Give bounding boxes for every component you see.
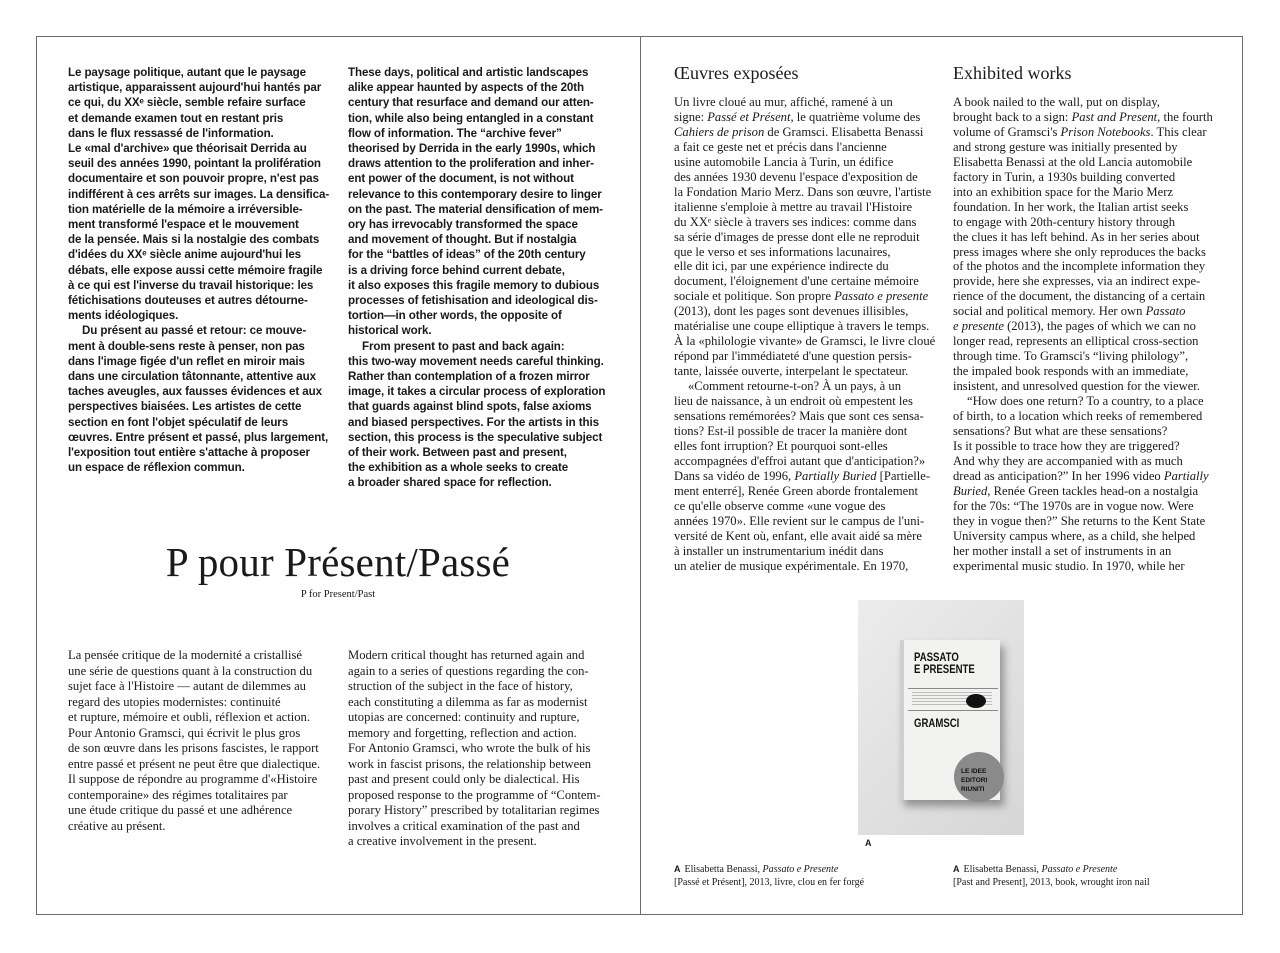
- text-line: ment transformé l'espace et le mouvement: [68, 218, 299, 232]
- works-french-column: [674, 95, 935, 574]
- text-line: ent power of the document, is not without: [348, 172, 574, 186]
- works-heading-english: Exhibited works: [953, 63, 1072, 83]
- text-line: sujet face à l'Histoire — autant de dilemmes au: [68, 679, 306, 693]
- text-line: de son œuvre dans les prisons fascistes, le rapport: [68, 741, 319, 755]
- text-line: et rupture, mémoire et oubli, réflexion et action.: [68, 710, 310, 724]
- text-line: draws attention to the proliferation and inher-: [348, 157, 594, 171]
- text-line: again to a series of questions regarding the con-: [348, 663, 589, 678]
- text-line: that guards against blind spots, false axioms: [348, 400, 592, 414]
- text-line: l'exposition tout entière s'attache à proposer: [68, 446, 310, 460]
- intro-french-column: [68, 65, 329, 475]
- text-line: struction of the subject in the face of history,: [348, 679, 573, 693]
- text-line: une série de questions quant à la construction du: [68, 663, 313, 678]
- text-line: the clues it has left behind. As in her series about: [953, 229, 1200, 244]
- text-line: These days, political and artistic landscapes: [348, 66, 589, 79]
- text-line: historical work.: [348, 324, 432, 338]
- caption-line1: Elisabetta Benassi, Passato e Presente: [684, 864, 839, 875]
- text-line: ment enterré], Renée Green aborde frontalement: [674, 483, 919, 498]
- intro-english-column: [348, 65, 605, 491]
- text-line: regard des utopies modernistes: continuité: [68, 694, 281, 709]
- text-line: University campus where, as a child, she helped: [953, 528, 1196, 543]
- text-line: flow of information. The “archive fever”: [348, 126, 562, 140]
- text-line: work in fascist prisons, the relationship between: [348, 756, 592, 771]
- text-line: Elisabetta Benassi at the old Lancia automobile: [953, 154, 1193, 169]
- text-line: artistique, apparaissent aujourd'hui hantés par: [68, 81, 322, 95]
- text-line: des années 1930 devenu l'espace d'exposition de: [674, 169, 918, 184]
- text-line: ce qui, du XXᵉ siècle, semble refaire surface: [68, 96, 306, 110]
- text-line: La pensée critique de la modernité a cristallisé: [68, 648, 302, 662]
- text-line: porary History” prescribed by totalitarian regimes: [348, 803, 600, 817]
- book-title-line2: E PRESENTE: [914, 662, 975, 676]
- text-line: memory and forgetting, reflection and action.: [348, 725, 577, 740]
- text-line: une étude critique du passé et une adhérence: [68, 803, 293, 817]
- text-line: into an exhibition space for the Mario Merz: [953, 184, 1173, 199]
- text-line: années 1970». Elle revient sur le campus de l'uni-: [674, 513, 925, 528]
- book-author: GRAMSCI: [914, 716, 960, 730]
- text-line: on the past. The material densification of mem-: [348, 202, 603, 216]
- body-english-column: [348, 648, 601, 850]
- text-line: indifférent à ces arrêts sur images. La densifica-: [68, 187, 330, 201]
- text-line: image, it takes a circular process of exploration: [348, 385, 606, 399]
- text-line: fétichisations douteuses et autres détourne-: [68, 294, 308, 308]
- artwork-photo: [858, 600, 1024, 835]
- text-line: Is it possible to trace how they are triggered?: [953, 438, 1180, 453]
- text-line: for the “battles of ideas” of the 20th century: [348, 248, 586, 262]
- text-line: section en font l'objet spéculatif de leurs: [68, 415, 289, 429]
- body-french-column: [68, 648, 320, 834]
- text-line: Rather than contemplation of a frozen mirror: [348, 370, 590, 384]
- book-title-line1: PASSATO: [914, 650, 959, 664]
- section-subtitle: P for Present/Past: [300, 589, 376, 600]
- text-line: a broader shared space for reflection.: [348, 476, 552, 490]
- text-line: créative au présent.: [68, 818, 166, 833]
- text-line: relevance to this contemporary desire to linger: [348, 187, 602, 201]
- text-line: usine automobile Lancia à Turin, un édifice: [674, 154, 894, 169]
- text-line: rience of the document, the distancing of a certain: [953, 289, 1206, 304]
- text-line: brought back to a sign: Past and Present, the fourth: [953, 109, 1213, 124]
- publisher-line1: LE IDEE: [961, 768, 987, 775]
- text-line: experimental music studio. In 1970, while her: [953, 558, 1185, 573]
- caption-english: [953, 863, 1150, 889]
- text-line: foundation. In her work, the Italian artist seeks: [953, 199, 1189, 214]
- text-line: débats, elle expose aussi cette mémoire fragile: [68, 263, 323, 277]
- text-line: factory in Turin, a 1930s building converted: [953, 169, 1176, 184]
- text-line: of the photos and the incomplete information they: [953, 259, 1206, 274]
- text-line: d'idées du XXᵉ siècle anime aujourd'hui les: [68, 248, 302, 262]
- text-line: insistent, and unresolved question for the viewer.: [953, 379, 1200, 394]
- text-line: tion, while also being entangled in a constant: [348, 111, 594, 125]
- text-line: dans une circulation tâtonnante, attentive aux: [68, 370, 316, 384]
- text-line: Du présent au passé et retour: ce mouve-: [82, 324, 307, 338]
- text-line: œuvres. Entre présent et passé, plus largement,: [68, 430, 329, 444]
- caption-line1: Elisabetta Benassi, Passato e Presente: [963, 864, 1118, 875]
- text-line: e presente (2013), the pages of which we can no: [953, 319, 1196, 334]
- text-line: ce qu'elle observe comme «une vogue des: [674, 498, 886, 513]
- text-line: alike appear haunted by aspects of the 20th: [348, 81, 585, 95]
- text-line: tion matérielle de la mémoire a irréversible-: [68, 202, 303, 216]
- text-line: italienne s'emploie à mettre au travail l'Histoire: [674, 199, 913, 214]
- text-line: Un livre cloué au mur, affiché, ramené à un: [674, 95, 893, 109]
- text-line: taches aveugles, aux fausses évidences et aux: [68, 385, 322, 399]
- text-line: versité de Kent où, enfant, elle avait aidé sa mère: [674, 528, 922, 543]
- text-line: For Antonio Gramsci, who wrote the bulk of his: [348, 741, 591, 755]
- text-line: signe: Passé et Présent, le quatrième volume des: [674, 109, 921, 124]
- text-line: of birth, to a location which reeks of remembered: [953, 409, 1203, 424]
- text-line: entre passé et présent ne peut être que dialectique.: [68, 756, 321, 771]
- text-line: century that resurface and demand our atten-: [348, 96, 594, 110]
- text-line: que le verso et ses informations lacunaires,: [674, 244, 891, 259]
- book-rule: [908, 710, 998, 711]
- text-line: involves a critical examination of the past and: [348, 818, 580, 833]
- text-line: they in vogue then?” She returns to the Kent State: [953, 513, 1206, 528]
- text-line: a fait ce geste net et précis dans l'ancienne: [674, 139, 887, 154]
- text-line: section, this process is the speculative subject: [348, 430, 603, 444]
- text-line: this two-way movement needs careful thinking.: [348, 354, 604, 368]
- text-line: Buried, Renée Green tackles head-on a nostalgia: [953, 483, 1199, 498]
- text-line: (2013), dont les pages sont devenues illisibles,: [674, 304, 909, 319]
- text-line: theorised by Derrida in the early 1990s, which: [348, 142, 596, 156]
- text-line: tortion—in other words, the opposite of: [348, 309, 562, 323]
- text-line: utopias are concerned: continuity and rupture,: [348, 710, 580, 724]
- text-line: la Fondation Mario Merz. Dans son œuvre, l'artiste: [674, 184, 932, 199]
- section-title: P pour Présent/Passé: [165, 539, 511, 585]
- caption-line2: [Past and Present], 2013, book, wrought iron nail: [953, 876, 1150, 888]
- text-line: dans l'image figée d'un reflet en miroir mais: [68, 354, 305, 368]
- text-line: Cahiers de prison de Gramsci. Elisabetta Benassi: [674, 124, 924, 139]
- text-line: through time. To Gramsci's “living philology”,: [953, 349, 1189, 364]
- text-line: of their work. Between past and present,: [348, 446, 567, 460]
- figure-label: A: [865, 838, 872, 848]
- text-line: «Comment retourne-t-on? À un pays, à un: [688, 379, 901, 394]
- text-line: From present to past and back again:: [362, 339, 565, 353]
- text-line: Le paysage politique, autant que le paysage: [68, 66, 306, 79]
- page-spine: [640, 36, 641, 915]
- text-line: tante, laissée ouverte, interpelant le spectateur.: [674, 364, 909, 379]
- book-rule: [908, 688, 998, 689]
- text-line: À la «philologie vivante» de Gramsci, le livre cloué: [674, 334, 936, 349]
- text-line: a creative involvement in the present.: [348, 834, 537, 848]
- text-line: à installer un instrumentarium inédit dans: [674, 543, 884, 558]
- text-line: accompagnées d'effroi autant que d'anticipation?»: [674, 453, 926, 468]
- text-line: sensations remémorées? Mais que sont ces sensa-: [674, 409, 924, 424]
- works-heading-french: Œuvres exposées: [674, 63, 799, 83]
- text-line: the exhibition as a whole seeks to create: [348, 461, 569, 475]
- text-line: ments idéologiques.: [68, 309, 179, 323]
- text-line: provide, here she expresses, via an indirect expe-: [953, 274, 1201, 289]
- text-line: seuil des années 1990, pointant la prolifération: [68, 157, 321, 171]
- text-line: matérialise une coupe elliptique à travers le temps.: [674, 319, 930, 334]
- text-line: is a driving force behind current debate,: [348, 263, 565, 277]
- text-line: dread as anticipation?” In her 1996 video Partially: [953, 468, 1209, 483]
- text-line: sa série d'images de presse dont elle ne reproduit: [674, 229, 920, 244]
- text-line: “How does one return? To a country, to a place: [967, 394, 1204, 409]
- works-english-column: [953, 95, 1213, 574]
- text-line: lieu de naissance, à un endroit où empestent les: [674, 394, 913, 409]
- text-line: past and present could only be dialectical. His: [348, 772, 580, 786]
- text-line: Le «mal d'archive» que théorisait Derrida au: [68, 142, 307, 156]
- text-line: A book nailed to the wall, put on display,: [953, 95, 1160, 109]
- text-line: un atelier de musique expérimentale. En 1970,: [674, 558, 909, 573]
- text-line: Pour Antonio Gramsci, qui écrivit le plus gros: [68, 725, 301, 740]
- publisher-disc: [954, 752, 1004, 802]
- text-line: à ce qui est l'inverse du travail historique: les: [68, 278, 314, 292]
- caption-label: A: [674, 864, 681, 874]
- text-line: sociale et politique. Son propre Passato e presente: [674, 289, 929, 304]
- text-line: her mother install a set of instruments in an: [953, 543, 1172, 558]
- text-line: répond par l'immédiateté d'une question persis-: [674, 349, 912, 364]
- text-line: dans le flux ressassé de l'information.: [68, 126, 274, 140]
- text-line: elles font irruption? Et pourquoi sont-elles: [674, 438, 888, 453]
- text-line: perspectives biaisées. Les artistes de cette: [68, 400, 302, 414]
- caption-line2: [Passé et Présent], 2013, livre, clou en fer forgé: [674, 876, 865, 888]
- caption-label: A: [953, 864, 960, 874]
- text-line: volume of Gramsci's Prison Notebooks. This clear: [953, 124, 1207, 139]
- text-line: sensations? But what are these sensations?: [953, 423, 1168, 438]
- caption-french: [674, 863, 864, 889]
- text-line: documentaire et son pouvoir propre, n'est pas: [68, 172, 319, 186]
- publisher-line2: EDITORI RIUNITI: [961, 777, 988, 793]
- text-line: the impaled book responds with an immediate,: [953, 364, 1189, 379]
- text-line: press images where she only reproduces the backs: [953, 244, 1206, 259]
- text-line: it also exposes this fragile memory to dubious: [348, 278, 600, 292]
- text-line: elle dit ici, par une expérience indirecte du: [674, 259, 889, 274]
- nail-icon: [966, 694, 986, 708]
- text-line: document, l'éloignement d'une certaine mémoire: [674, 274, 919, 289]
- text-line: du XXᵉ siècle à travers ses indices: comme dans: [674, 214, 917, 229]
- text-line: Dans sa vidéo de 1996, Partially Buried [Partielle-: [674, 468, 931, 483]
- text-line: and strong gesture was initially presented by: [953, 139, 1178, 154]
- text-line: and biased perspectives. For the artists in this: [348, 415, 599, 429]
- text-line: proposed response to the programme of “Contem-: [348, 787, 601, 802]
- text-line: And why they are accompanied with as much: [953, 453, 1183, 468]
- text-line: to engage with 20th-century history through: [953, 214, 1176, 229]
- text-line: Il suppose de répondre au programme d'«Histoire: [68, 772, 318, 786]
- text-line: contemporaine» des régimes totalitaires par: [68, 787, 288, 802]
- text-line: de la pensée. Mais si la nostalgie des combats: [68, 233, 320, 247]
- text-line: and movement of thought. But if nostalgia: [348, 233, 577, 247]
- text-line: longer read, represents an elliptical cross-section: [953, 334, 1199, 349]
- text-line: ment à double-sens reste à penser, non pas: [68, 339, 305, 353]
- book-image: [900, 640, 1000, 800]
- text-line: et demande examen tout en restant pris: [68, 111, 284, 125]
- text-line: for the 70s: “The 1970s are in vogue now. Were: [953, 498, 1194, 513]
- text-line: processes of fetishisation and ideological dis-: [348, 294, 598, 308]
- text-line: ory has irrevocably transformed the space: [348, 218, 578, 232]
- text-line: tions? Est-il possible de tracer la manière dont: [674, 423, 908, 438]
- text-line: un espace de réflexion commun.: [68, 461, 245, 475]
- text-line: each constituting a dilemma as far as modernist: [348, 694, 588, 709]
- text-line: social and political memory. Her own Passato: [953, 304, 1186, 319]
- text-line: Modern critical thought has returned again and: [348, 648, 585, 662]
